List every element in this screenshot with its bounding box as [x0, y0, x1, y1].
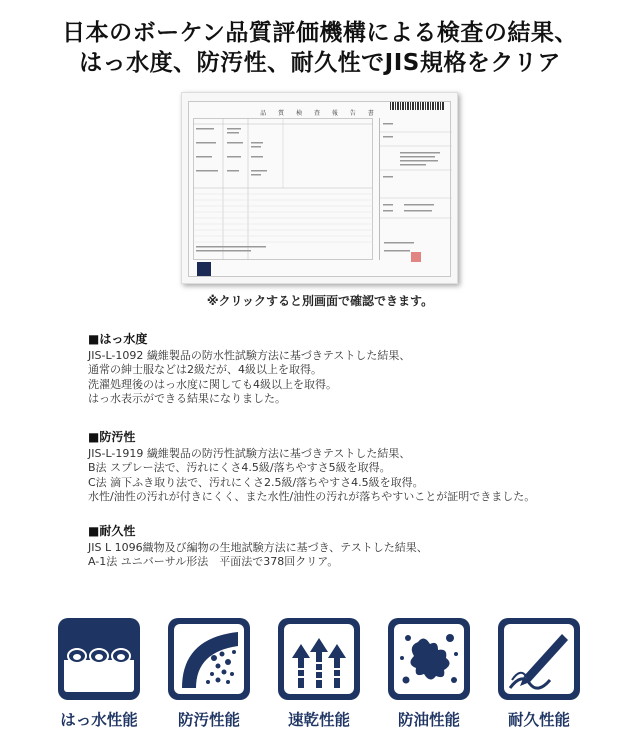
- feature-label: 速乾性能: [287, 711, 350, 729]
- boken-logo-icon: [197, 262, 211, 276]
- report-sheet: [188, 101, 451, 277]
- section-stain-resistance: [88, 430, 535, 505]
- section-durability: [88, 524, 428, 570]
- seal-stamp-icon: [411, 252, 421, 262]
- section-title: ■はっ水度: [88, 332, 148, 346]
- quick-dry-icon: [278, 618, 360, 700]
- feature-oil-resistant: [388, 618, 474, 730]
- section-line: 洗濯処理後のはっ水度に関しても4級以上を取得。: [88, 377, 337, 391]
- section-line: 水性/油性の汚れが付きにくく、また水性/油性の汚れが落ちやすいことが証明できました。: [88, 490, 536, 503]
- headline-line-1: 日本のボーケン品質評価機構による検査の結果、: [62, 20, 578, 46]
- section-line: JIS-L-1919 繊維製品の防汚性試験方法に基づきテストした結果、: [88, 446, 411, 460]
- feature-icons-row: [0, 618, 640, 738]
- report-caption: ※クリックすると別画面で確認できます。: [206, 294, 434, 308]
- section-line: 通常の紳士服などは2級だが、4級以上を取得。: [88, 363, 322, 376]
- feature-stain-resistant: [168, 618, 254, 730]
- report-table: [193, 118, 373, 260]
- water-repellent-icon: [58, 618, 140, 700]
- test-report-thumbnail[interactable]: [181, 92, 458, 284]
- oil-resistant-icon: [388, 618, 470, 700]
- feature-label: 防油性能: [397, 711, 460, 729]
- feature-water-repellent: [58, 618, 144, 730]
- feature-label: 防汚性能: [177, 711, 240, 729]
- section-water-repellency: [88, 332, 410, 407]
- stain-resistant-icon: [168, 618, 250, 700]
- report-side-panel: [379, 118, 452, 260]
- section-line: A-1法 ユニバーサル形法 平面法で378回クリア。: [88, 555, 339, 568]
- section-line: B法 スプレー法で、汚れにくさ4.5級/落ちやすさ5級を取得。: [88, 461, 391, 474]
- feature-quick-dry: [278, 618, 364, 730]
- section-title: ■耐久性: [88, 524, 136, 538]
- section-line: はっ水表示ができる結果になりました。: [88, 392, 286, 405]
- section-line: JIS L 1096織物及び編物の生地試験方法に基づき、テストした結果、: [88, 540, 428, 554]
- feature-label: 耐久性能: [507, 711, 570, 729]
- headline-line-2: はっ水度、防汚性、耐久性でJIS規格をクリア: [79, 50, 561, 76]
- section-title: ■防汚性: [88, 430, 136, 444]
- feature-label: はっ水性能: [60, 711, 138, 729]
- section-line: JIS-L-1092 繊維製品の防水性試験方法に基づきテストした結果、: [88, 348, 411, 362]
- durability-icon: [498, 618, 580, 700]
- section-line: C法 滴下ふき取り法で、汚れにくさ2.5級/落ちやすさ4.5級を取得。: [88, 475, 424, 489]
- report-title: 品 質 検 査 報 告 書: [260, 110, 379, 117]
- feature-durability: [498, 618, 584, 730]
